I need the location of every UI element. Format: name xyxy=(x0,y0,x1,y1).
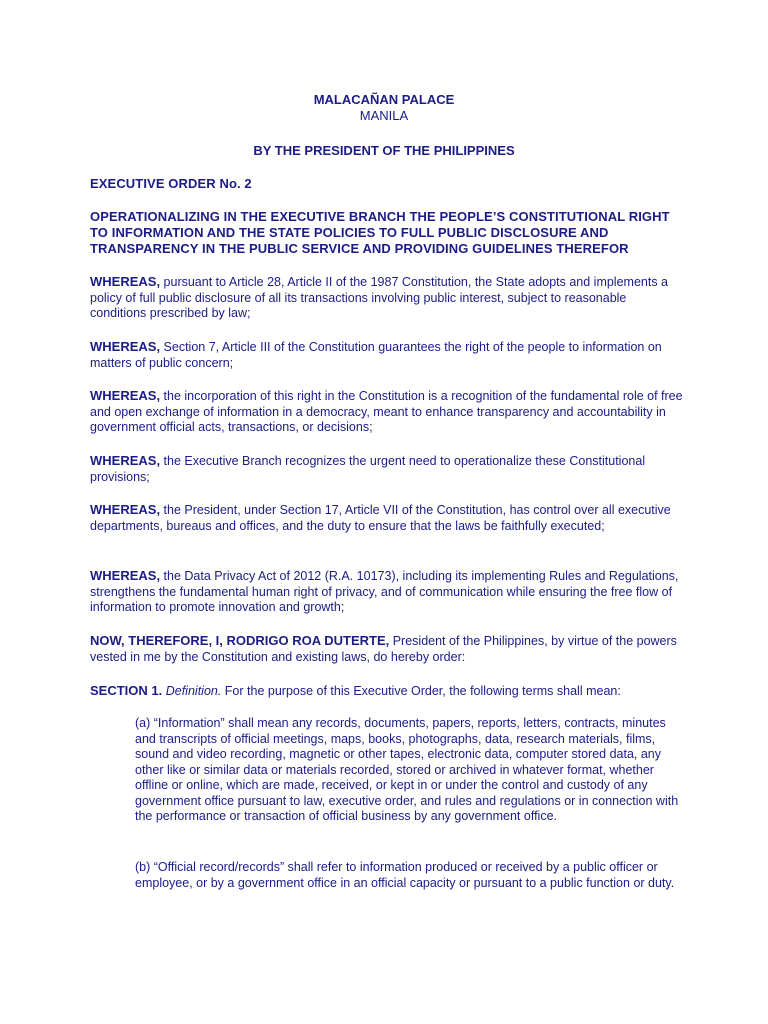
whereas-text: the Executive Branch recognizes the urgent need to operationalize these Constitutional provisions; xyxy=(90,454,646,484)
section-1 xyxy=(90,683,685,700)
whereas-text: pursuant to Article 28, Article II of the 1987 Constitution, the State adopts and implements a policy of full public disclosure of all its transactions involving public interest, subject to reasonable conditions prescribed by law; xyxy=(90,275,669,320)
now-therefore-lead: NOW, THEREFORE, I, RODRIGO ROA DUTERTE, xyxy=(90,633,390,648)
section-text: For the purpose of this Executive Order, the following terms shall mean: xyxy=(221,684,621,698)
definition-item-a: (a) “Information” shall mean any records, documents, papers, reports, letters, contracts, minutes and transcripts of official meetings, maps, books, photographs, data, research materials, films, sound and video recording, magnetic or other tapes, electronic data, computer stored data, any other like or similar data or materials recorded, stored or archived in whatever format, whether offline or online, which are made, received, or kept in or under the control and custody of any government office pursuant to law, executive order, and rules and regulations or in connection with the performance or transaction of official business by any government office. xyxy=(135,716,679,823)
city-heading: MANILA xyxy=(359,108,409,123)
whereas-lead: WHEREAS, xyxy=(90,339,161,354)
whereas-clause-6 xyxy=(90,568,685,616)
whereas-clause-4 xyxy=(90,453,685,485)
whereas-lead: WHEREAS, xyxy=(90,274,161,289)
whereas-text: the President, under Section 17, Article VII of the Constitution, has control over all executive departments, bureaus and offices, and the duty to ensure that the laws be faithfully executed; xyxy=(90,503,671,533)
palace-heading: MALACAÑAN PALACE xyxy=(313,92,455,107)
authority-heading: BY THE PRESIDENT OF THE PHILIPPINES xyxy=(253,143,515,158)
section-lead: SECTION 1. xyxy=(90,683,163,698)
whereas-clause-5 xyxy=(90,502,685,534)
now-therefore-text: President of the Philippines, by virtue of the powers vested in me by the Constitution and existing laws, do hereby order: xyxy=(90,634,677,664)
whereas-clause-2 xyxy=(90,339,685,371)
whereas-text: the incorporation of this right in the Constitution is a recognition of the fundamental role of free and open exchange of information in a democracy, meant to enhance transparency and accountability in government official acts, transactions, or decisions; xyxy=(90,389,683,434)
whereas-lead: WHEREAS, xyxy=(90,453,161,468)
whereas-text: Section 7, Article III of the Constitution guarantees the right of the people to information on matters of public concern; xyxy=(90,340,662,370)
section-heading: Definition. xyxy=(165,684,222,698)
now-therefore-clause xyxy=(90,633,685,665)
whereas-clause-3 xyxy=(90,388,685,436)
whereas-clause-1 xyxy=(90,274,685,322)
whereas-lead: WHEREAS, xyxy=(90,568,161,583)
order-number: EXECUTIVE ORDER No. 2 xyxy=(90,176,252,191)
whereas-text: the Data Privacy Act of 2012 (R.A. 10173), including its implementing Rules and Regulations, strengthens the fundamental human right of privacy, and of communication while ensuring the free flow of information to promote innovation and growth; xyxy=(90,569,679,614)
definition-item-b: (b) “Official record/records” shall refer to information produced or received by a public officer or employee, or by a government office in an official capacity or pursuant to a public function or duty. xyxy=(135,860,675,890)
order-title: OPERATIONALIZING IN THE EXECUTIVE BRANCH THE PEOPLE’S CONSTITUTIONAL RIGHT TO INFORMATION AND THE STATE POLICIES TO FULL PUBLIC DISCLOSURE AND TRANSPARENCY IN THE PUBLIC SERVICE AND PROVIDING GUIDELINES THEREFOR xyxy=(90,209,670,256)
whereas-lead: WHEREAS, xyxy=(90,388,161,403)
whereas-lead: WHEREAS, xyxy=(90,502,161,517)
